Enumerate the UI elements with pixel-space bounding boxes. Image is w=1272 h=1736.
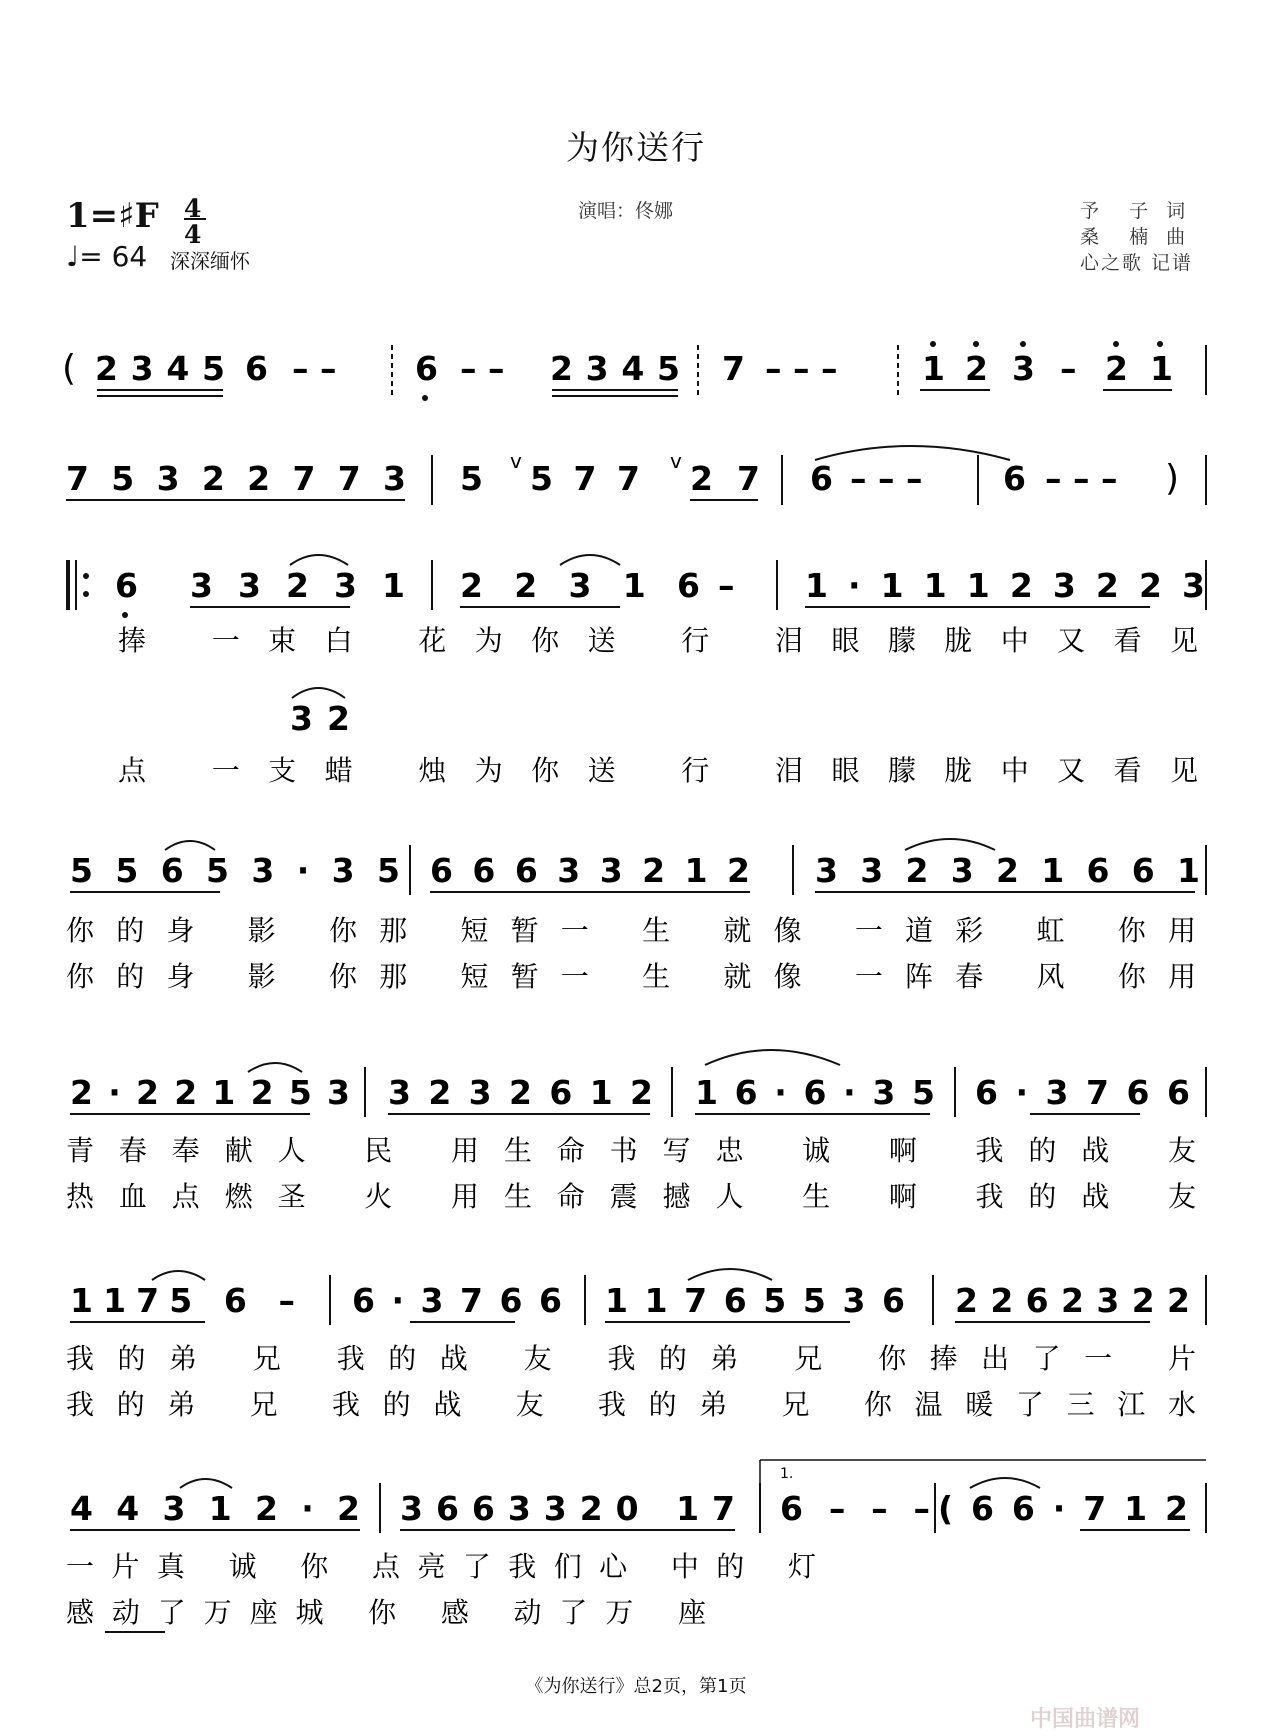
lyricist-credit: 予 子 词 <box>1080 200 1192 222</box>
dash: – – – <box>1045 459 1118 498</box>
notes-group: 577 <box>530 459 640 498</box>
breath-mark: v <box>510 449 522 473</box>
lyrics-verse-1: 青春奉献人 民 用生命书写忠 诚 啊 我的战 友 <box>66 1134 1196 1167</box>
score-row-2 <box>66 446 1206 505</box>
lyrics-verse-1: 一片真 诚 你 点亮了我们心 中的 灯 <box>66 1550 816 1583</box>
note: 2 <box>1105 349 1128 388</box>
notes-group: 2345 <box>95 349 225 388</box>
notes-group: 32 <box>290 699 350 738</box>
score-row-3 <box>68 555 1206 657</box>
notes-group: 11765536 <box>605 1281 905 1320</box>
notes-group: 27 <box>690 459 760 498</box>
open-paren: ( <box>62 348 77 389</box>
notes-group: 6·3766 <box>352 1281 562 1320</box>
score-row-1 <box>62 341 1206 401</box>
dash: – – – <box>765 349 838 388</box>
notes-group: 44312·2 <box>70 1489 360 1528</box>
notes-group: 3232612 <box>388 1073 653 1112</box>
score-row-5 <box>66 1050 1206 1213</box>
notes-group: 2262322 <box>955 1281 1190 1320</box>
time-signature-top: 4 <box>184 194 202 223</box>
notes-group: 2345 <box>550 349 680 388</box>
note: 5 <box>460 459 483 498</box>
notes-group: 1·11123223 <box>805 566 1205 605</box>
close-paren: ) <box>1165 458 1180 499</box>
dash: – <box>1060 349 1077 388</box>
notes-group: 1175 6 – <box>70 1281 295 1320</box>
dash: – – <box>460 349 505 388</box>
tempo-marking: ♩= 64 <box>66 240 148 273</box>
lyrics-verse-2: 我的弟 兄 我的战 友 我的弟 兄 你温暖了三江水 <box>66 1388 1196 1421</box>
song-title: 为你送行 <box>566 128 706 167</box>
note: 7 <box>722 349 745 388</box>
notes-group: 55653·35 <box>70 851 400 890</box>
note: 1 <box>922 349 945 388</box>
lyrics-verse-1: 捧 一束白 花为你送 行 泪眼朦胧中又看见 <box>118 624 1198 657</box>
dash: – – – <box>850 459 923 498</box>
note: 6 <box>1003 459 1026 498</box>
key-signature: 1=♯F <box>66 196 159 236</box>
dash: – <box>718 566 735 605</box>
dash: – – <box>292 349 337 388</box>
notes-group: 3663320 17 <box>400 1489 735 1528</box>
note: 6 <box>245 349 268 388</box>
notes-group: 66633212 <box>430 851 750 890</box>
note: 6 <box>415 349 438 388</box>
notes-group: 22316 <box>460 566 700 605</box>
lyrics-verse-1: 我的弟 兄 我的战 友 我的弟 兄 你捧出了一 片 <box>66 1342 1196 1375</box>
note: 1 <box>1150 349 1173 388</box>
expression-marking: 深深缅怀 <box>170 249 250 273</box>
singer-credit: 演唱：佟娜 <box>578 200 674 222</box>
note: 6 <box>810 459 833 498</box>
score-row-6 <box>66 1269 1206 1421</box>
page-footer: 《为你送行》总2页，第1页 <box>525 1676 747 1697</box>
note: 2 <box>965 349 988 388</box>
lyrics-verse-2: 点 一支蜡 烛为你送 行 泪眼朦胧中又看见 <box>118 754 1198 787</box>
lyrics-verse-2: 你的身 影 你那 短暂一 生 就像 一阵春 风 你用 <box>66 960 1196 993</box>
lyrics-verse-1: 你的身 影 你那 短暂一 生 就像 一道彩 虹 你用 <box>66 914 1196 947</box>
notes-group: 6 – – – <box>780 1489 930 1528</box>
notes-group: 75322773 <box>66 459 406 498</box>
lyrics-verse-2: 热血点燃圣 火 用生命震撼人 生 啊 我的战 友 <box>66 1180 1196 1213</box>
score-row-4 <box>66 839 1206 993</box>
notes-group: 6·3766 <box>975 1073 1190 1112</box>
notes-group: 33231 <box>190 566 405 605</box>
composer-credit: 桑 楠 曲 <box>1080 226 1192 248</box>
notes-group: (66·712 <box>938 1489 1188 1528</box>
score-row-3b <box>118 688 1198 787</box>
note: 3 <box>1012 349 1035 388</box>
lyrics-verse-2: 感动了万座城 你 感 动了万 座 <box>66 1596 706 1629</box>
transcriber-credit: 心之歌 记谱 <box>1080 252 1194 274</box>
watermark-logo: 中国曲谱网 <box>1030 1707 1141 1732</box>
score-row-7 <box>66 1460 1206 1632</box>
notes-group: 2·221253 <box>70 1073 350 1112</box>
notes-group: 332321661 <box>815 851 1200 890</box>
notes-group: 16·6·35 <box>695 1073 935 1112</box>
breath-mark: v <box>670 449 682 473</box>
volta-label: 1. <box>780 1466 794 1482</box>
note: 6 <box>115 566 138 605</box>
time-signature-bottom: 4 <box>184 220 202 249</box>
